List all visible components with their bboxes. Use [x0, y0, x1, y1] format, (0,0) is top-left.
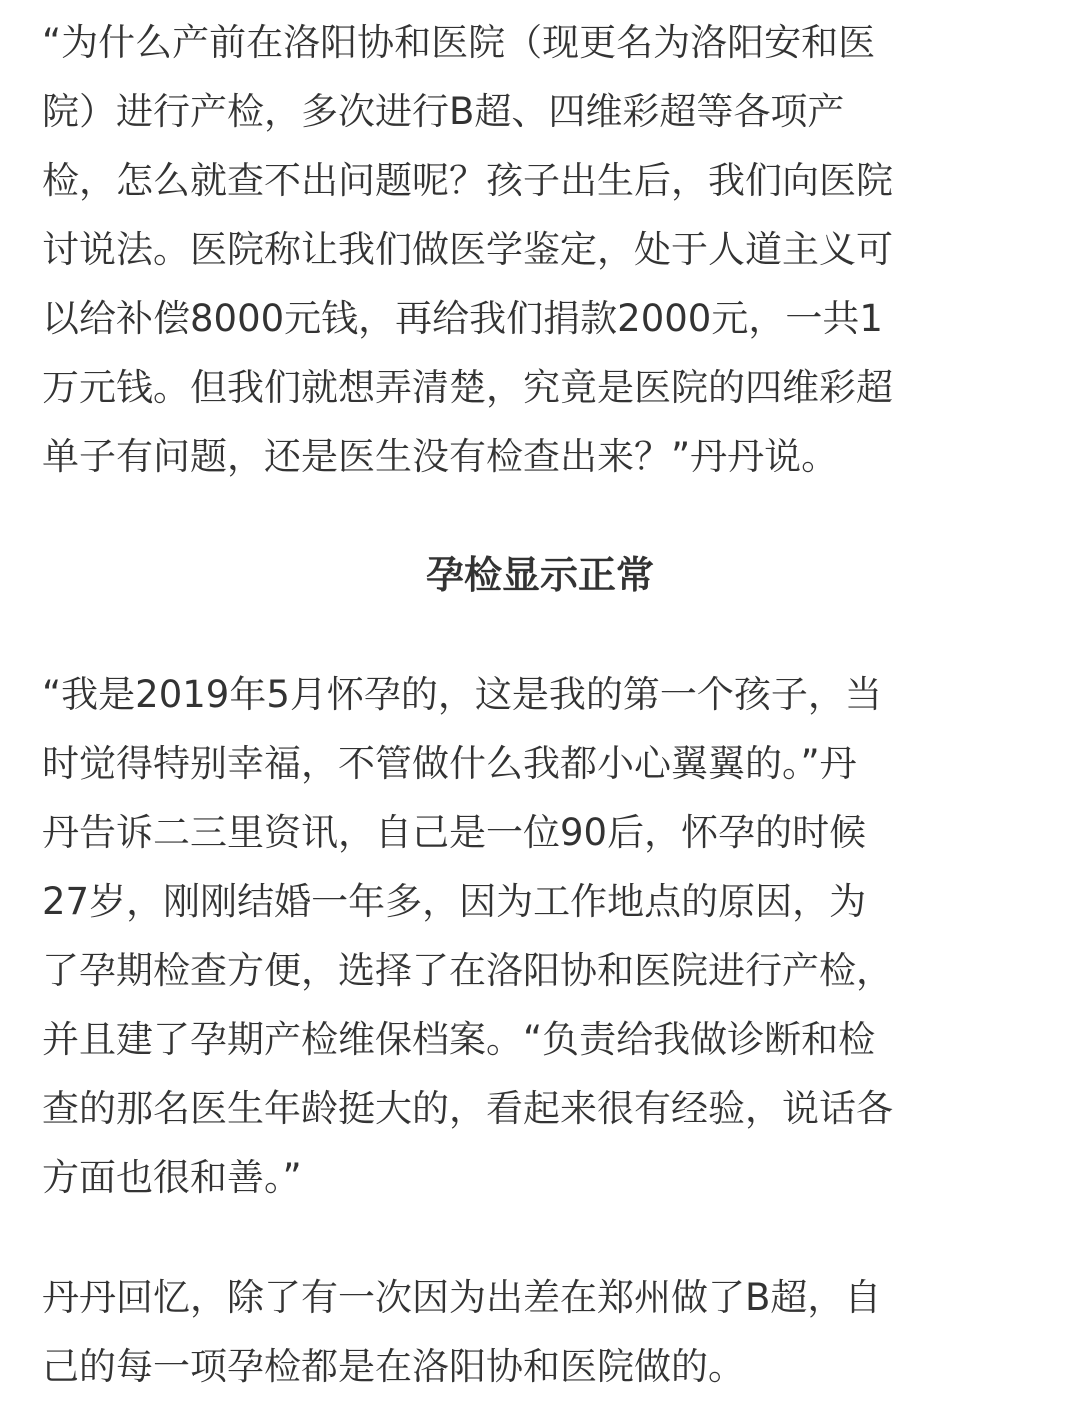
article-paragraph-1	[42, 0, 1038, 491]
paragraph-line: 丹告诉二三里资讯，自己是一位90后，怀孕的时候	[42, 811, 867, 854]
paragraph-line: 查的那名医生年龄挺大的，看起来很有经验，说话各	[42, 1087, 893, 1130]
article-body	[42, 0, 1038, 1401]
paragraph-line: 讨说法。医院称让我们做医学鉴定，处于人道主义可	[42, 228, 893, 271]
paragraph-line: 方面也很和善。”	[42, 1156, 302, 1199]
paragraph-line: 己的每一项孕检都是在洛阳协和医院做的。	[42, 1345, 745, 1388]
paragraph-line: 了孕期检查方便，选择了在洛阳协和医院进行产检，	[42, 949, 893, 992]
section-heading: 孕检显示正常	[425, 553, 654, 597]
paragraph-line: “我是2019年5月怀孕的，这是我的第一个孩子，当	[42, 673, 882, 716]
paragraph-line: 丹丹回忆，除了有一次因为出差在郑州做了B超，自	[42, 1276, 882, 1319]
paragraph-line: “为什么产前在洛阳协和医院（现更名为洛阳安和医	[42, 21, 876, 64]
paragraph-line: 万元钱。但我们就想弄清楚，究竟是医院的四维彩超	[42, 366, 893, 409]
paragraph-line: 单子有问题，还是医生没有检查出来？”丹丹说。	[42, 435, 839, 478]
paragraph-line: 院）进行产检，多次进行B超、四维彩超等各项产	[42, 90, 845, 133]
paragraph-line: 并且建了孕期产检维保档案。“负责给我做诊断和检	[42, 1018, 876, 1061]
paragraph-line: 检，怎么就查不出问题呢？孩子出生后，我们向医院	[42, 159, 893, 202]
article-paragraph-2	[42, 660, 1038, 1212]
paragraph-line: 以给补偿8000元钱，再给我们捐款2000元，一共1	[42, 297, 883, 340]
article-paragraph-3	[42, 1263, 1038, 1401]
paragraph-line: 27岁，刚刚结婚一年多，因为工作地点的原因，为	[42, 880, 867, 923]
paragraph-line: 时觉得特别幸福，不管做什么我都小心翼翼的。”丹	[42, 742, 857, 785]
